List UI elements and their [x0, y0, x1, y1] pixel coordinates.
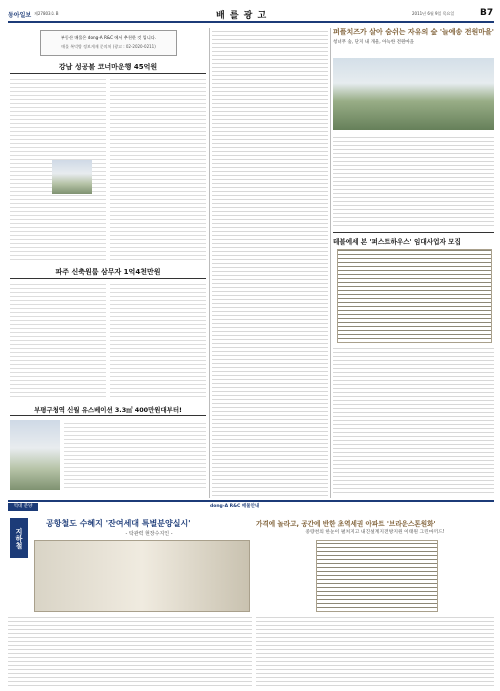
- listing-column-6: [212, 28, 328, 498]
- ad-title: 테블에세 본 '퍼스트하우스' 임대사업자 모집: [333, 238, 461, 246]
- issue-number: 제27803호 B: [34, 11, 59, 16]
- section-gangnam-title: 강남 성공불 코너마운행 45억원: [58, 63, 158, 71]
- header-rule: [8, 21, 494, 23]
- listing-column-3: [10, 281, 106, 399]
- notice-line-2: 매물 복덕방 정보게재 문의처 (광고 : 02-2020-0211): [61, 44, 156, 49]
- ad-title: 가격에 놀라고, 공간에 반한 초역세권 아파트 '브라운스톤원화': [256, 520, 436, 528]
- tower-render: [316, 540, 438, 612]
- ad-neulyesong: [333, 28, 494, 228]
- paper-name: 동아일보: [8, 12, 32, 19]
- page-number: B7: [480, 8, 494, 18]
- bottom-badge: 역대 분양: [8, 503, 38, 511]
- ad-body-text: [8, 614, 252, 686]
- ad-subtitle: 중량천의 한눈이 펼쳐지고 내진설계지전방지원 이태원 그린마끼드!: [305, 530, 445, 535]
- masthead: [8, 7, 494, 21]
- issue-date: 2011년 6월 9일 목요일: [412, 11, 455, 16]
- ad-body-text: [333, 134, 494, 226]
- bottom-band-rule: [8, 500, 494, 502]
- listing-column-4: [110, 281, 206, 399]
- ad-brownstone: [256, 514, 494, 688]
- notice-line-1: 부동산 매물은 dong-A R&C 에서 추천한 것 입니다.: [60, 35, 157, 40]
- ad-subtitle: - 탁관력 현장수지인 -: [125, 531, 173, 537]
- ad-title: 공항철도 수혜지 '잔여세대 특별분양실시': [46, 519, 191, 528]
- column-divider: [330, 28, 331, 498]
- building-render: [337, 249, 492, 343]
- ad-title: 퍼플치즈가 살아 숨쉬는 자유의 숲 '늘예송 전원마을': [333, 28, 494, 36]
- ad-logo: 지하철: [10, 518, 28, 558]
- apartment-render: [34, 540, 250, 612]
- building-photo: [10, 420, 60, 490]
- section-bupyeong-title: 부평구청역 신월 유스베이션 3.3㎡ 400만원대부터!: [34, 406, 182, 414]
- section-paju-title: 파주 신축원룸 삼무자 1억4천만원: [55, 268, 161, 276]
- listing-photo: [52, 160, 92, 194]
- column-divider: [209, 28, 210, 498]
- ad-subtitle: 청녀무 숲, 단지 내 개울, 아늑한 전원마을: [333, 40, 414, 45]
- village-photo: [333, 58, 494, 130]
- listing-column-2: [110, 76, 206, 260]
- ad-airport-railroad: [8, 514, 252, 688]
- section-rule: [10, 278, 206, 279]
- section-rule: [10, 415, 206, 416]
- ad-body-text: [333, 345, 494, 495]
- section-title: 배 를 광 고: [216, 11, 268, 21]
- listing-column-5: [64, 420, 206, 490]
- bottom-logo: dong-A R&C 매물안내: [210, 504, 260, 509]
- section-rule: [10, 73, 206, 74]
- ad-body-text: [256, 614, 494, 686]
- ad-first-house: [333, 232, 494, 499]
- notice-box: [40, 30, 177, 56]
